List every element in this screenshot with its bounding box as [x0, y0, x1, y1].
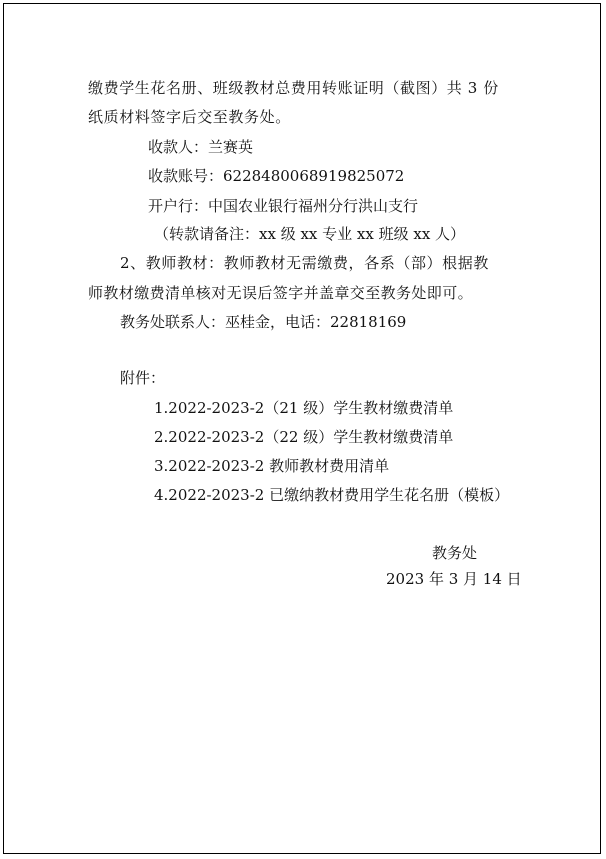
attachment-item: 1.2022-2023-2（21 级）学生教材缴费清单	[154, 399, 454, 417]
paragraph-line-1: 缴费学生花名册、班级教材总费用转账证明（截图）共 3 份	[88, 79, 499, 97]
transfer-note: （转款请备注：xx 级 xx 专业 xx 班级 xx 人）	[154, 225, 466, 243]
payee-account: 收款账号：6228480068919825072	[148, 167, 405, 185]
attachments-heading: 附件：	[120, 369, 166, 387]
attachment-item: 2.2022-2023-2（22 级）学生教材缴费清单	[154, 428, 454, 446]
attachment-item: 4.2022-2023-2 已缴纳教材费用学生花名册（模板）	[154, 486, 510, 504]
payee-bank: 开户行：中国农业银行福州分行洪山支行	[148, 197, 419, 215]
signature-date: 2023 年 3 月 14 日	[386, 570, 522, 588]
item2-line-2: 师教材缴费清单核对无误后签字并盖章交至教务处即可。	[88, 284, 474, 302]
paragraph-line-2: 纸质材料签字后交至教务处。	[88, 108, 291, 126]
contact-info: 教务处联系人：巫桂金，电话：22818169	[120, 313, 407, 331]
attachment-item: 3.2022-2023-2 教师教材费用清单	[154, 457, 390, 475]
payee-name: 收款人：兰赛英	[148, 138, 254, 156]
item2-line-1: 2、教师教材：教师教材无需缴费，各系（部）根据教	[120, 254, 489, 272]
signature-office: 教务处	[432, 544, 478, 562]
